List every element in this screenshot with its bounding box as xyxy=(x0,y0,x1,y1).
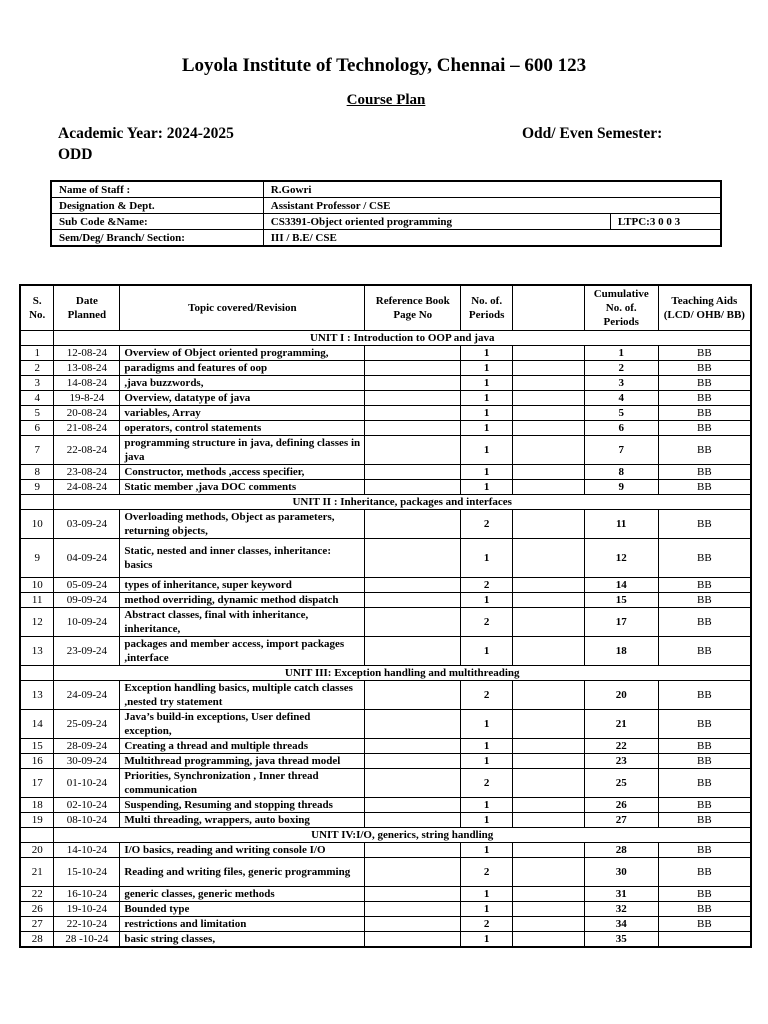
row-reference xyxy=(365,932,461,948)
row-date: 30-09-24 xyxy=(54,754,120,769)
row-date: 22-08-24 xyxy=(54,436,120,465)
row-teaching-aid: BB xyxy=(658,406,751,421)
row-blank xyxy=(513,754,585,769)
row-cumulative: 31 xyxy=(584,887,658,902)
row-cumulative: 12 xyxy=(584,539,658,578)
row-periods: 1 xyxy=(461,465,513,480)
row-periods: 1 xyxy=(461,421,513,436)
row-topic: method overriding, dynamic method dispatch xyxy=(120,593,365,608)
row-date: 21-08-24 xyxy=(54,421,120,436)
unit-heading: UNIT II : Inheritance, packages and interfaces xyxy=(54,495,751,510)
row-teaching-aid: BB xyxy=(658,465,751,480)
row-periods: 2 xyxy=(461,510,513,539)
row-blank xyxy=(513,710,585,739)
row-cumulative: 15 xyxy=(584,593,658,608)
row-topic: types of inheritance, super keyword xyxy=(120,578,365,593)
row-reference xyxy=(365,813,461,828)
row-topic: programming structure in java, defining classes in java xyxy=(120,436,365,465)
course-plan-table xyxy=(19,284,752,948)
table-row xyxy=(20,578,751,593)
row-topic: restrictions and limitation xyxy=(120,917,365,932)
row-sno: 15 xyxy=(20,739,54,754)
staff-value: III / B.E/ CSE xyxy=(263,230,721,247)
row-date: 23-08-24 xyxy=(54,465,120,480)
row-date: 03-09-24 xyxy=(54,510,120,539)
row-topic: Static member ,java DOC comments xyxy=(120,480,365,495)
row-sno: 14 xyxy=(20,710,54,739)
row-date: 01-10-24 xyxy=(54,769,120,798)
row-topic: Overview, datatype of java xyxy=(120,391,365,406)
row-topic: ,java buzzwords, xyxy=(120,376,365,391)
row-blank xyxy=(513,406,585,421)
row-periods: 1 xyxy=(461,406,513,421)
row-blank xyxy=(513,843,585,858)
col-periods: No. of. Periods xyxy=(461,285,513,331)
row-reference xyxy=(365,406,461,421)
row-periods: 2 xyxy=(461,578,513,593)
semester-label: Odd/ Even Semester: xyxy=(522,125,663,142)
staff-info-table xyxy=(50,180,722,247)
row-teaching-aid: BB xyxy=(658,902,751,917)
row-teaching-aid: BB xyxy=(658,681,751,710)
table-row xyxy=(20,769,751,798)
row-topic: Multi threading, wrappers, auto boxing xyxy=(120,813,365,828)
row-periods: 1 xyxy=(461,843,513,858)
staff-row xyxy=(51,198,721,214)
row-blank xyxy=(513,361,585,376)
row-sno: 20 xyxy=(20,843,54,858)
row-sno: 19 xyxy=(20,813,54,828)
row-sno: 9 xyxy=(20,539,54,578)
row-cumulative: 4 xyxy=(584,391,658,406)
unit-heading: UNIT IV:I/O, generics, string handling xyxy=(54,828,751,843)
header-row xyxy=(20,285,751,331)
row-periods: 1 xyxy=(461,346,513,361)
row-periods: 2 xyxy=(461,917,513,932)
row-date: 16-10-24 xyxy=(54,887,120,902)
unit-row xyxy=(20,828,751,843)
row-reference xyxy=(365,858,461,887)
row-topic: Suspending, Resuming and stopping threads xyxy=(120,798,365,813)
row-date: 02-10-24 xyxy=(54,798,120,813)
plan-body xyxy=(20,331,751,948)
table-row xyxy=(20,346,751,361)
row-date: 19-8-24 xyxy=(54,391,120,406)
table-row xyxy=(20,539,751,578)
table-row xyxy=(20,361,751,376)
row-sno: 12 xyxy=(20,608,54,637)
row-cumulative: 17 xyxy=(584,608,658,637)
row-cumulative: 5 xyxy=(584,406,658,421)
row-cumulative: 30 xyxy=(584,858,658,887)
unit-spacer xyxy=(20,331,54,346)
row-date: 19-10-24 xyxy=(54,902,120,917)
semester-value: ODD xyxy=(58,146,93,163)
row-sno: 10 xyxy=(20,510,54,539)
row-blank xyxy=(513,539,585,578)
row-reference xyxy=(365,510,461,539)
col-reference: Reference Book Page No xyxy=(365,285,461,331)
row-periods: 1 xyxy=(461,798,513,813)
row-topic: paradigms and features of oop xyxy=(120,361,365,376)
row-reference xyxy=(365,593,461,608)
row-reference xyxy=(365,391,461,406)
row-teaching-aid: BB xyxy=(658,637,751,666)
table-row xyxy=(20,739,751,754)
row-date: 22-10-24 xyxy=(54,917,120,932)
row-cumulative: 28 xyxy=(584,843,658,858)
row-reference xyxy=(365,637,461,666)
row-topic: Creating a thread and multiple threads xyxy=(120,739,365,754)
row-blank xyxy=(513,887,585,902)
row-blank xyxy=(513,902,585,917)
col-topic: Topic covered/Revision xyxy=(120,285,365,331)
row-reference xyxy=(365,421,461,436)
row-cumulative: 18 xyxy=(584,637,658,666)
row-reference xyxy=(365,681,461,710)
row-teaching-aid: BB xyxy=(658,578,751,593)
row-teaching-aid: BB xyxy=(658,710,751,739)
row-topic: Multithread programming, java thread model xyxy=(120,754,365,769)
row-topic: generic classes, generic methods xyxy=(120,887,365,902)
row-blank xyxy=(513,391,585,406)
row-teaching-aid xyxy=(658,932,751,948)
row-periods: 1 xyxy=(461,887,513,902)
row-reference xyxy=(365,887,461,902)
row-teaching-aid: BB xyxy=(658,376,751,391)
row-periods: 2 xyxy=(461,769,513,798)
row-cumulative: 6 xyxy=(584,421,658,436)
row-sno: 9 xyxy=(20,480,54,495)
row-sno: 11 xyxy=(20,593,54,608)
row-teaching-aid: BB xyxy=(658,421,751,436)
row-cumulative: 11 xyxy=(584,510,658,539)
row-reference xyxy=(365,436,461,465)
row-teaching-aid: BB xyxy=(658,754,751,769)
row-cumulative: 7 xyxy=(584,436,658,465)
row-cumulative: 9 xyxy=(584,480,658,495)
unit-row xyxy=(20,331,751,346)
unit-heading: UNIT III: Exception handling and multithreading xyxy=(54,666,751,681)
table-row xyxy=(20,710,751,739)
row-cumulative: 25 xyxy=(584,769,658,798)
row-teaching-aid: BB xyxy=(658,887,751,902)
row-teaching-aid: BB xyxy=(658,391,751,406)
row-cumulative: 23 xyxy=(584,754,658,769)
row-teaching-aid: BB xyxy=(658,593,751,608)
row-blank xyxy=(513,798,585,813)
table-row xyxy=(20,391,751,406)
document-title: Course Plan xyxy=(346,92,426,108)
row-cumulative: 32 xyxy=(584,902,658,917)
row-periods: 1 xyxy=(461,932,513,948)
row-reference xyxy=(365,739,461,754)
row-sno: 27 xyxy=(20,917,54,932)
row-teaching-aid: BB xyxy=(658,843,751,858)
row-blank xyxy=(513,480,585,495)
row-blank xyxy=(513,769,585,798)
row-sno: 16 xyxy=(20,754,54,769)
row-periods: 2 xyxy=(461,608,513,637)
table-row xyxy=(20,510,751,539)
row-periods: 1 xyxy=(461,376,513,391)
table-row xyxy=(20,813,751,828)
col-sno: S. No. xyxy=(20,285,54,331)
row-date: 24-08-24 xyxy=(54,480,120,495)
row-cumulative: 1 xyxy=(584,346,658,361)
row-teaching-aid: BB xyxy=(658,608,751,637)
row-reference xyxy=(365,754,461,769)
row-blank xyxy=(513,681,585,710)
row-date: 12-08-24 xyxy=(54,346,120,361)
row-blank xyxy=(513,510,585,539)
row-topic: Static, nested and inner classes, inheritance: basics xyxy=(120,539,365,578)
row-teaching-aid: BB xyxy=(658,346,751,361)
row-sno: 3 xyxy=(20,376,54,391)
row-cumulative: 22 xyxy=(584,739,658,754)
row-teaching-aid: BB xyxy=(658,510,751,539)
row-teaching-aid: BB xyxy=(658,798,751,813)
table-row xyxy=(20,754,751,769)
table-row xyxy=(20,681,751,710)
row-topic: I/O basics, reading and writing console I/O xyxy=(120,843,365,858)
row-blank xyxy=(513,465,585,480)
row-topic: Exception handling basics, multiple catch classes ,nested try statement xyxy=(120,681,365,710)
unit-spacer xyxy=(20,666,54,681)
staff-label: Designation & Dept. xyxy=(51,198,263,214)
row-topic: Java’s build-in exceptions, User defined exception, xyxy=(120,710,365,739)
row-sno: 5 xyxy=(20,406,54,421)
row-sno: 21 xyxy=(20,858,54,887)
row-date: 10-09-24 xyxy=(54,608,120,637)
table-row xyxy=(20,406,751,421)
col-date: Date Planned xyxy=(54,285,120,331)
row-reference xyxy=(365,608,461,637)
row-blank xyxy=(513,917,585,932)
row-sno: 18 xyxy=(20,798,54,813)
row-reference xyxy=(365,465,461,480)
row-topic: operators, control statements xyxy=(120,421,365,436)
row-periods: 1 xyxy=(461,539,513,578)
row-sno: 13 xyxy=(20,681,54,710)
row-teaching-aid: BB xyxy=(658,480,751,495)
row-sno: 1 xyxy=(20,346,54,361)
row-blank xyxy=(513,932,585,948)
staff-label: Sub Code &Name: xyxy=(51,214,263,230)
table-row xyxy=(20,436,751,465)
staff-extra: LTPC:3 0 0 3 xyxy=(610,214,721,230)
row-periods: 1 xyxy=(461,710,513,739)
row-topic: Bounded type xyxy=(120,902,365,917)
row-periods: 1 xyxy=(461,813,513,828)
row-blank xyxy=(513,421,585,436)
table-row xyxy=(20,902,751,917)
row-sno: 13 xyxy=(20,637,54,666)
row-teaching-aid: BB xyxy=(658,769,751,798)
table-row xyxy=(20,843,751,858)
row-blank xyxy=(513,376,585,391)
row-reference xyxy=(365,769,461,798)
row-cumulative: 8 xyxy=(584,465,658,480)
row-periods: 1 xyxy=(461,593,513,608)
row-reference xyxy=(365,843,461,858)
unit-heading: UNIT I : Introduction to OOP and java xyxy=(54,331,751,346)
row-periods: 2 xyxy=(461,681,513,710)
table-row xyxy=(20,608,751,637)
row-cumulative: 21 xyxy=(584,710,658,739)
row-cumulative: 27 xyxy=(584,813,658,828)
row-teaching-aid: BB xyxy=(658,813,751,828)
row-sno: 7 xyxy=(20,436,54,465)
row-reference xyxy=(365,361,461,376)
row-teaching-aid: BB xyxy=(658,858,751,887)
staff-row xyxy=(51,230,721,247)
row-date: 14-08-24 xyxy=(54,376,120,391)
row-blank xyxy=(513,578,585,593)
row-teaching-aid: BB xyxy=(658,361,751,376)
row-date: 05-09-24 xyxy=(54,578,120,593)
staff-value: CS3391-Object oriented programming xyxy=(263,214,610,230)
institute-title: Loyola Institute of Technology, Chennai – 600 123 xyxy=(181,55,587,76)
row-teaching-aid: BB xyxy=(658,436,751,465)
row-date: 25-09-24 xyxy=(54,710,120,739)
row-topic: Reading and writing files, generic programming xyxy=(120,858,365,887)
row-sno: 10 xyxy=(20,578,54,593)
row-cumulative: 14 xyxy=(584,578,658,593)
staff-row xyxy=(51,214,721,230)
row-reference xyxy=(365,480,461,495)
row-topic: packages and member access, import packages ,interface xyxy=(120,637,365,666)
row-topic: variables, Array xyxy=(120,406,365,421)
row-cumulative: 3 xyxy=(584,376,658,391)
row-reference xyxy=(365,376,461,391)
row-reference xyxy=(365,902,461,917)
row-sno: 22 xyxy=(20,887,54,902)
staff-value: R.Gowri xyxy=(263,181,721,198)
table-row xyxy=(20,465,751,480)
row-topic: Overview of Object oriented programming, xyxy=(120,346,365,361)
row-blank xyxy=(513,346,585,361)
row-date: 14-10-24 xyxy=(54,843,120,858)
row-sno: 4 xyxy=(20,391,54,406)
row-date: 08-10-24 xyxy=(54,813,120,828)
row-blank xyxy=(513,813,585,828)
row-blank xyxy=(513,637,585,666)
unit-row xyxy=(20,495,751,510)
table-row xyxy=(20,376,751,391)
row-date: 09-09-24 xyxy=(54,593,120,608)
academic-year: Academic Year: 2024-2025 xyxy=(58,125,234,142)
table-row xyxy=(20,480,751,495)
row-sno: 2 xyxy=(20,361,54,376)
row-sno: 17 xyxy=(20,769,54,798)
row-reference xyxy=(365,578,461,593)
row-date: 28 -10-24 xyxy=(54,932,120,948)
row-topic: basic string classes, xyxy=(120,932,365,948)
row-periods: 1 xyxy=(461,902,513,917)
staff-row xyxy=(51,181,721,198)
table-row xyxy=(20,917,751,932)
table-row xyxy=(20,421,751,436)
row-date: 24-09-24 xyxy=(54,681,120,710)
row-cumulative: 34 xyxy=(584,917,658,932)
row-topic: Priorities, Synchronization , Inner thread communication xyxy=(120,769,365,798)
col-cumulative: Cumulative No. of. Periods xyxy=(584,285,658,331)
table-row xyxy=(20,932,751,948)
row-topic: Abstract classes, final with inheritance, inheritance, xyxy=(120,608,365,637)
row-teaching-aid: BB xyxy=(658,539,751,578)
row-topic: Overloading methods, Object as parameters, returning objects, xyxy=(120,510,365,539)
row-date: 04-09-24 xyxy=(54,539,120,578)
row-blank xyxy=(513,739,585,754)
row-blank xyxy=(513,608,585,637)
row-sno: 8 xyxy=(20,465,54,480)
unit-spacer xyxy=(20,495,54,510)
row-periods: 1 xyxy=(461,739,513,754)
col-blank xyxy=(513,285,585,331)
row-reference xyxy=(365,710,461,739)
row-periods: 2 xyxy=(461,858,513,887)
row-periods: 1 xyxy=(461,480,513,495)
row-teaching-aid: BB xyxy=(658,739,751,754)
row-date: 23-09-24 xyxy=(54,637,120,666)
row-date: 28-09-24 xyxy=(54,739,120,754)
row-periods: 1 xyxy=(461,637,513,666)
table-row xyxy=(20,593,751,608)
row-reference xyxy=(365,346,461,361)
row-sno: 28 xyxy=(20,932,54,948)
table-row xyxy=(20,887,751,902)
row-date: 15-10-24 xyxy=(54,858,120,887)
row-cumulative: 26 xyxy=(584,798,658,813)
row-date: 13-08-24 xyxy=(54,361,120,376)
row-sno: 26 xyxy=(20,902,54,917)
row-cumulative: 2 xyxy=(584,361,658,376)
row-periods: 1 xyxy=(461,361,513,376)
staff-label: Name of Staff : xyxy=(51,181,263,198)
table-row xyxy=(20,798,751,813)
row-blank xyxy=(513,858,585,887)
table-row xyxy=(20,637,751,666)
row-periods: 1 xyxy=(461,754,513,769)
row-cumulative: 20 xyxy=(584,681,658,710)
row-reference xyxy=(365,798,461,813)
row-blank xyxy=(513,593,585,608)
row-cumulative: 35 xyxy=(584,932,658,948)
row-blank xyxy=(513,436,585,465)
col-teaching-aids: Teaching Aids (LCD/ OHB/ BB) xyxy=(658,285,751,331)
row-reference xyxy=(365,539,461,578)
table-row xyxy=(20,858,751,887)
row-teaching-aid: BB xyxy=(658,917,751,932)
row-periods: 1 xyxy=(461,391,513,406)
row-topic: Constructor, methods ,access specifier, xyxy=(120,465,365,480)
row-date: 20-08-24 xyxy=(54,406,120,421)
row-reference xyxy=(365,917,461,932)
row-sno: 6 xyxy=(20,421,54,436)
staff-value: Assistant Professor / CSE xyxy=(263,198,721,214)
unit-row xyxy=(20,666,751,681)
row-periods: 1 xyxy=(461,436,513,465)
staff-label: Sem/Deg/ Branch/ Section: xyxy=(51,230,263,247)
unit-spacer xyxy=(20,828,54,843)
